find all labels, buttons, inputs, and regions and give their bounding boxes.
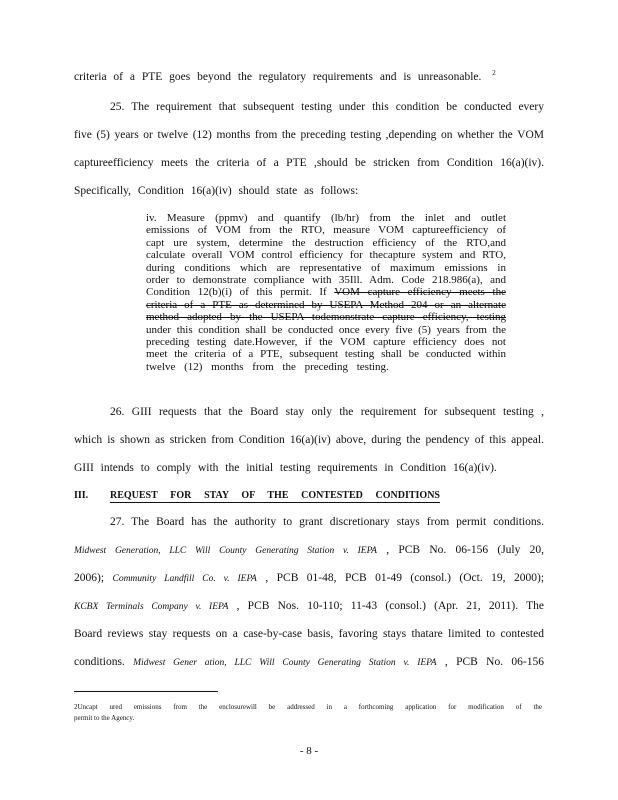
section-heading <box>74 490 440 501</box>
paragraph-27-line-5: Board reviews stay requests on a case-by-case basis, favoring stays thatare limited to contested <box>74 628 544 640</box>
citation-year: 2006); <box>74 572 105 584</box>
body-text: criteria of a PTE goes beyond the regulatory requirements and is unreasonable. <box>74 71 482 83</box>
paragraph-27-line-1: 27. The Board has the authority to grant discretionary stays from permit conditions. <box>110 516 544 528</box>
paragraph-26-line-3: GIII intends to comply with the initial testing requirements in Condition 16(a)(iv). <box>74 462 497 474</box>
quote-line: order to demonstrate compliance with 35Ill. Adm. Code 218.986(a), and <box>146 274 506 287</box>
paragraph-25-line-1: 25. The requirement that subsequent testing under this condition be conducted every <box>110 101 544 113</box>
section-title: REQUEST FOR STAY OF THE CONTESTED CONDITIONS <box>110 490 440 501</box>
stricken-quote-line: method adopted by the USEPA todemonstrate capture efficiency, testing <box>146 311 506 324</box>
paragraph-26-line-2: which is shown as stricken from Condition 16(a)(iv) above, during the pendency of this appeal. <box>74 434 544 446</box>
case-citation: Midwest Generation, LLC Will County Generating Station v. IEPA <box>74 546 377 556</box>
heading-underline <box>110 502 440 503</box>
paragraph-27-line-4 <box>74 599 544 614</box>
stricken-quote-line: criteria of a PTE as determined by USEPA Method 204 or an alternate <box>146 298 506 311</box>
paragraph-25-line-4: Specifically, Condition 16(a)(iv) should state as follows: <box>74 185 359 197</box>
quote-line: emissions of VOM from the RTO, measure VOM captureefficiency of <box>146 224 506 237</box>
paragraph-27-line-2 <box>74 543 544 558</box>
quote-line: calculate overall VOM control efficiency for thecapture system and RTO, <box>146 249 506 262</box>
citation-detail: , PCB No. 06-156 <box>444 656 545 668</box>
paragraph-27-line-6 <box>74 655 544 670</box>
footnote-marker: 2 <box>492 69 496 78</box>
citation-detail: , PCB 01-48, PCB 01-49 (consol.) (Oct. 19, 2000); <box>265 572 545 584</box>
footnote-line-2: permit to the Agency. <box>74 714 135 722</box>
paragraph-25-line-2: five (5) years or twelve (12) months from the preceding testing ,depending on whether the VOM <box>74 129 544 141</box>
quote-line-mixed <box>146 286 506 298</box>
paragraph-27-line-3 <box>74 571 544 586</box>
quote-line: under this condition shall be conducted once every five (5) years from the <box>146 323 506 336</box>
footnote-line-1: 2Uncapt ured emissions from the enclosurewill be addressed in a forthcoming application for modification of the <box>74 703 542 711</box>
case-citation: Midwest Gener ation, LLC Will County Generating Station v. IEPA <box>133 658 437 668</box>
quote-line: twelve (12) months from the preceding testing. <box>146 360 389 373</box>
quote-line: preceding testing date.However, if the VOM capture efficiency does not <box>146 336 506 349</box>
citation-detail: , PCB Nos. 10-110; 11-43 (consol.) (Apr. 21, 2011). The <box>236 600 544 612</box>
paragraph-26-line-1: 26. GIII requests that the Board stay only the requirement for subsequent testing , <box>110 406 544 418</box>
quote-line: meet the criteria of a PTE, subsequent testing shall be conducted within <box>146 348 506 361</box>
quote-line: capt ure system, determine the destruction efficiency of the RTO,and <box>146 236 506 249</box>
citation-detail: , PCB No. 06-156 (July 20, <box>386 544 545 556</box>
block-quote <box>146 212 506 373</box>
paragraph-continuation <box>74 70 544 84</box>
quote-line: iv. Measure (ppmv) and quantify (lb/hr) from the inlet and outlet <box>146 212 506 224</box>
case-citation: KCBX Terminals Company v. IEPA <box>74 602 229 612</box>
quote-line: during conditions which are representative of maximum emissions in <box>146 261 506 274</box>
footnote-separator <box>74 691 218 692</box>
quote-text: Condition 12(b)(i) of this permit. If <box>146 286 327 299</box>
page-number: - 8 - <box>299 745 319 757</box>
paragraph-25-line-3: captureefficiency meets the criteria of a PTE ,should be stricken from Condition 16(a)(iv). <box>74 157 544 169</box>
case-citation: Community Landfill Co. v. IEPA <box>112 574 257 584</box>
section-number: III. <box>74 490 89 501</box>
body-text: conditions. <box>74 656 125 668</box>
stricken-text: VOM capture efficiency meets the <box>334 286 506 299</box>
